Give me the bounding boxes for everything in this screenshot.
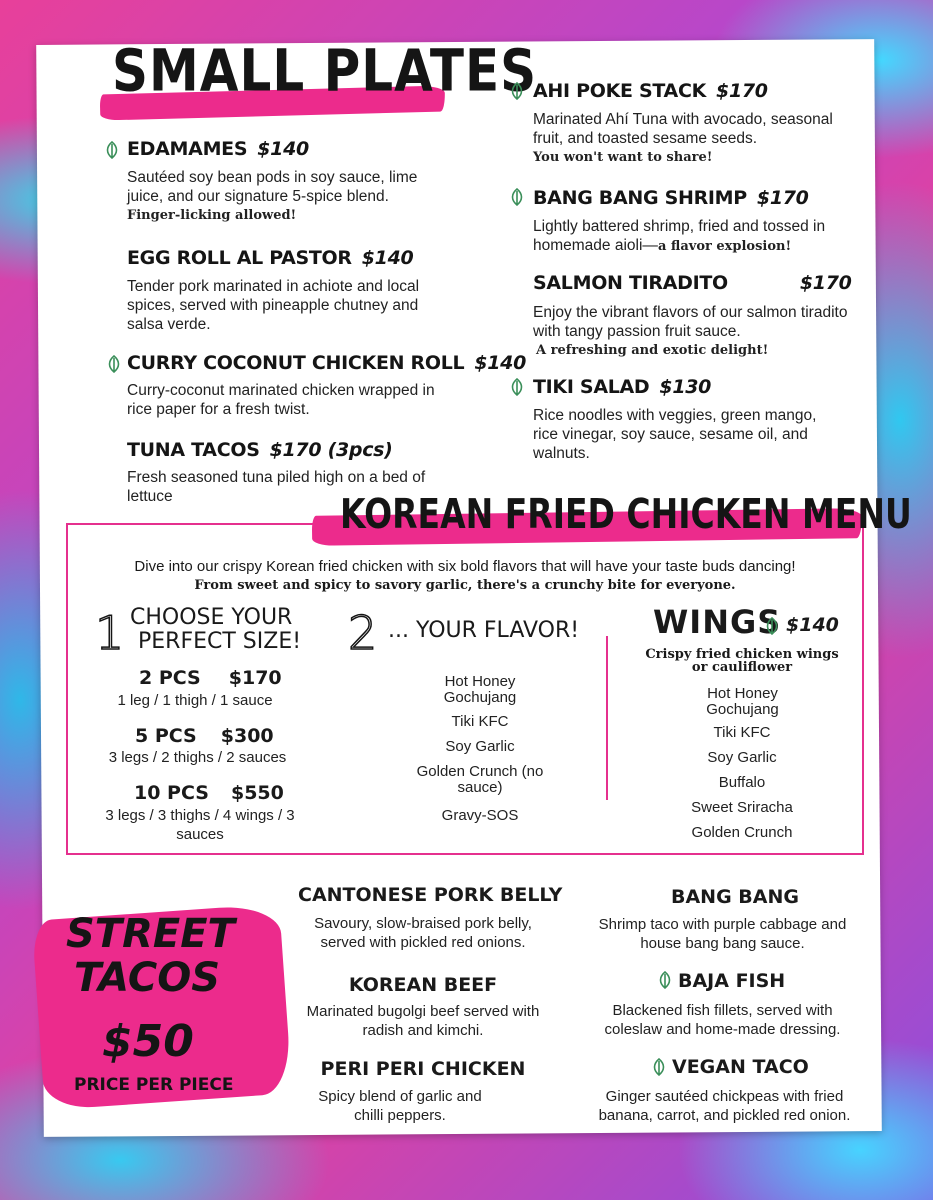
size-2pcs: 2 PCS $170: [139, 667, 282, 689]
item-title-edamames: EDAMAMES $140: [127, 138, 309, 160]
taco-title-bang-bang: BANG BANG: [671, 886, 799, 908]
step-1-number: 1: [95, 606, 125, 660]
kfc-intro-note: From sweet and spicy to savory garlic, there's a crunchy bite for everyone.: [194, 578, 736, 593]
wings-title: WINGS: [653, 603, 782, 641]
item-desc-tiki-salad: Rice noodles with veggies, green mango, rice vinegar, soy sauce, sesame oil, and walnuts.: [533, 407, 817, 462]
taco-desc-peri-peri: Spicy blend of garlic and chilli peppers.: [318, 1088, 482, 1124]
size-5pcs-desc: 3 legs / 2 thighs / 2 sauces: [108, 749, 287, 766]
item-desc-tuna-tacos: Fresh seasoned tuna piled high on a bed of lettuce: [127, 469, 426, 505]
item-title-tuna-tacos: TUNA TACOS $170 (3pcs): [127, 439, 393, 461]
flavor-item: Golden Crunch (no sauce): [416, 763, 544, 796]
street-tacos-price-note: PRICE PER PIECE: [74, 1075, 234, 1095]
step-1-line2: PERFECT SIZE!: [138, 629, 302, 654]
item-title-tiki-salad: TIKI SALAD $130: [533, 376, 712, 398]
wings-flavor: Soy Garlic: [707, 749, 777, 766]
size-5pcs: 5 PCS $300: [135, 725, 274, 747]
taco-desc-pork-belly: Savoury, slow-braised pork belly, served with pickled red onions.: [314, 915, 532, 951]
small-plates-heading: SMALL PLATES: [112, 37, 538, 105]
item-title-curry-roll: CURRY COCONUT CHICKEN ROLL $140: [127, 352, 527, 374]
wings-flavor: Tiki KFC: [713, 724, 771, 741]
taco-title-vegan: VEGAN TACO: [672, 1056, 809, 1078]
kfc-intro-text: Dive into our crispy Korean fried chicken with six bold flavors that will have your taste buds dancing!: [134, 558, 796, 575]
leaf-icon: [510, 188, 524, 206]
leaf-icon: [652, 1058, 666, 1076]
kfc-intro: [70, 557, 860, 595]
street-tacos-line1: STREET: [66, 911, 235, 957]
size-10pcs-desc: 3 legs / 3 thighs / 4 wings / 3 sauces: [105, 807, 295, 843]
wings-flavor: Buffalo: [718, 774, 766, 791]
taco-title-korean-beef: KOREAN BEEF: [348, 974, 498, 996]
kfc-heading: KOREAN FRIED CHICKEN MENU: [340, 489, 912, 538]
item-desc-salmon-tiradito: Enjoy the vibrant flavors of our salmon tiradito with tangy passion fruit sauce. A refreshing and exotic delight!: [533, 304, 848, 358]
flavor-item: Gravy-SOS: [441, 807, 519, 824]
flavor-item: Soy Garlic: [445, 738, 515, 755]
taco-title-peri-peri: PERI PERI CHICKEN: [320, 1058, 526, 1080]
street-tacos-line2: TACOS: [74, 955, 221, 1001]
item-desc-ahi-poke: Marinated Ahí Tuna with avocado, seasonal fruit, and toasted sesame seeds. You won't want to share!: [533, 111, 833, 165]
wings-price: $140: [786, 614, 839, 636]
item-desc-edamames: Sautéed soy bean pods in soy sauce, lime juice, and our signature 5-spice blend. Finger-licking allowed!: [127, 169, 418, 223]
leaf-icon: [105, 141, 119, 159]
wings-flavor: Sweet Sriracha: [691, 799, 793, 816]
wings-flavor: Hot Honey Gochujang: [706, 685, 779, 718]
step-1-line1: CHOOSE YOUR: [130, 605, 293, 630]
taco-desc-korean-beef: Marinated bugolgi beef served with radish and kimchi.: [306, 1003, 540, 1039]
flavor-item: Hot Honey Gochujang: [443, 673, 517, 706]
step-2-number: 2: [348, 606, 378, 660]
item-desc-curry-roll: Curry-coconut marinated chicken wrapped in rice paper for a fresh twist.: [127, 382, 435, 418]
leaf-icon: [107, 355, 121, 373]
item-title-salmon-tiradito: SALMON TIRADITO $170: [533, 272, 852, 294]
taco-title-pork-belly: CANTONESE PORK BELLY: [298, 884, 563, 906]
leaf-icon: [510, 82, 524, 100]
leaf-icon: [765, 617, 779, 635]
leaf-icon: [658, 971, 672, 989]
street-tacos-price: $50: [102, 1016, 194, 1067]
item-desc-bang-bang-shrimp: Lightly battered shrimp, fried and tossed in homemade aioli—a flavor explosion!: [533, 218, 826, 254]
step-1-heading: [130, 606, 301, 654]
size-10pcs: 10 PCS $550: [134, 782, 284, 804]
taco-title-baja-fish: BAJA FISH: [678, 970, 786, 992]
step-2-heading: ... YOUR FLAVOR!: [388, 618, 580, 643]
wings-desc: Crispy fried chicken wings or cauliflower: [645, 647, 839, 675]
taco-desc-vegan: Ginger sautéed chickpeas with fried banana, carrot, and pickled red onion.: [598, 1088, 851, 1124]
item-title-egg-roll: EGG ROLL AL PASTOR $140: [127, 247, 414, 269]
street-tacos-heading: [66, 912, 235, 1000]
flavor-item: Tiki KFC: [451, 713, 509, 730]
item-title-ahi-poke: AHI POKE STACK $170: [533, 80, 768, 102]
item-desc-egg-roll: Tender pork marinated in achiote and local spices, served with pineapple chutney and salsa verde.: [127, 278, 420, 333]
wings-flavor: Golden Crunch: [691, 824, 793, 841]
taco-desc-bang-bang: Shrimp taco with purple cabbage and house bang bang sauce.: [598, 916, 847, 952]
taco-desc-baja-fish: Blackened fish fillets, served with coleslaw and home-made dressing.: [604, 1002, 841, 1038]
item-title-bang-bang-shrimp: BANG BANG SHRIMP $170: [533, 187, 809, 209]
column-divider: [606, 636, 608, 800]
leaf-icon: [510, 378, 524, 396]
size-2pcs-desc: 1 leg / 1 thigh / 1 sauce: [117, 692, 273, 709]
